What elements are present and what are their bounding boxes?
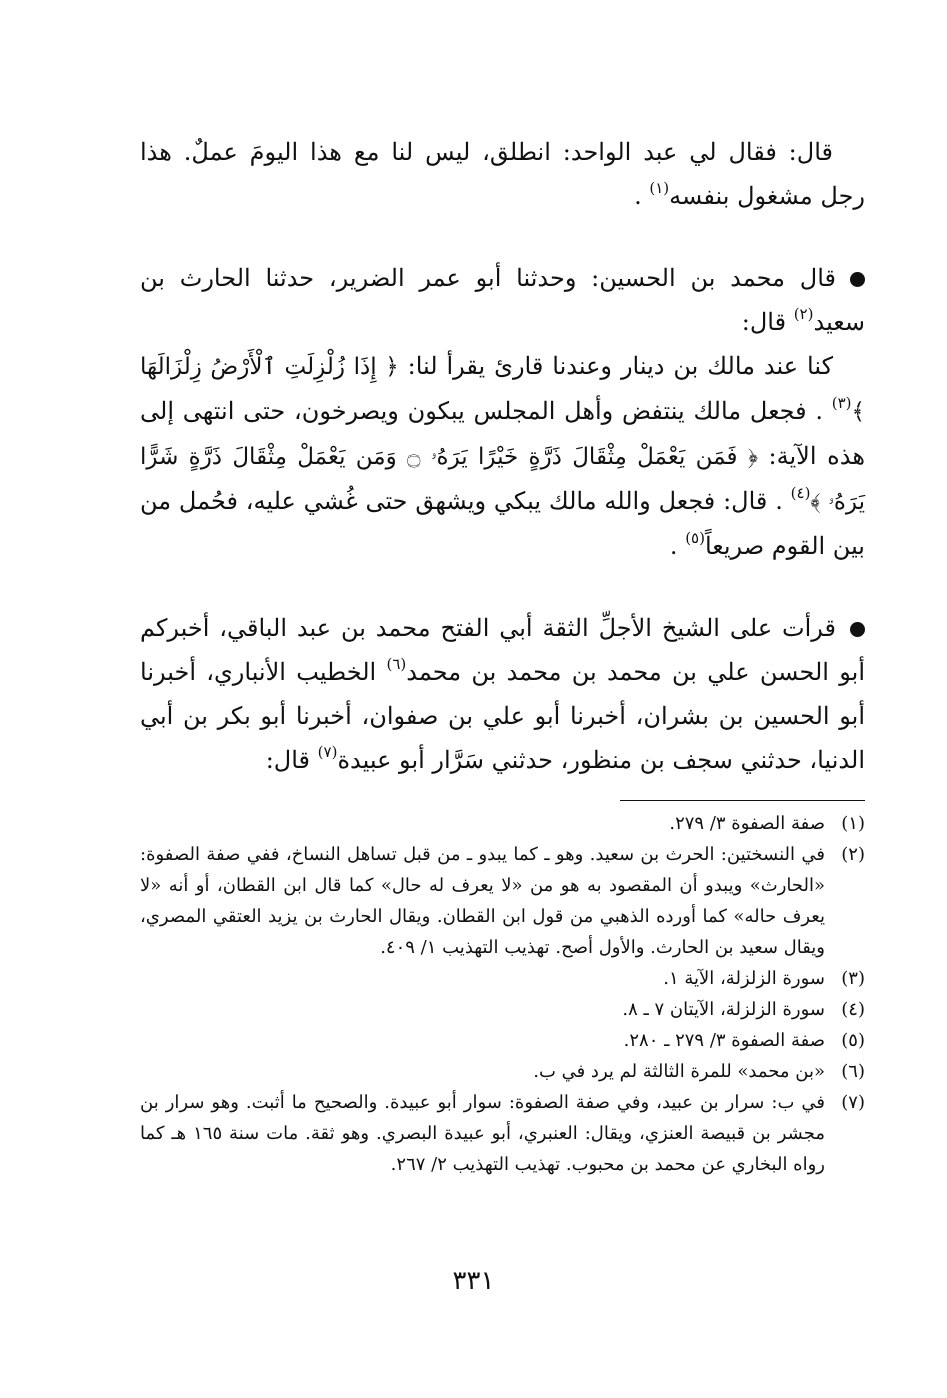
- footnote-text: سورة الزلزلة، الآية ١.: [663, 968, 825, 989]
- footnote-ref-7[interactable]: (٧): [317, 743, 338, 761]
- footnote-number: (٤): [841, 999, 865, 1020]
- footnote-ref-2[interactable]: (٢): [793, 305, 814, 323]
- paragraph-3-end: .: [669, 532, 686, 560]
- bullet-icon: [850, 272, 865, 287]
- paragraph-3: [140, 344, 865, 568]
- paragraph-3-text-a: كنا عند مالك بن دينار وعندنا قارئ يقرأ لنا:: [398, 352, 833, 380]
- footnote-text: صفة الصفوة ٣/ ٢٧٩.: [669, 813, 825, 834]
- footnote-ref-4[interactable]: (٤): [790, 484, 811, 502]
- paragraph-3-text-c: . قال: فجعل والله مالك يبكي ويشهق حتى غُشي عليه، فحُمل من بين القوم صريعاً: [140, 487, 865, 560]
- footnote-ref-5[interactable]: (٥): [685, 529, 705, 547]
- footnote-number: (٥): [841, 1030, 865, 1051]
- footnote-text: في النسختين: الحرث بن سعيد. وهو ـ كما يبدو ـ من قبل تساهل النساخ، ففي صفة الصفوة: «الحارث» ويبدو أن المقصود به هو من «لا يعرف له حال» كما قال ابن القطان، أو أنه «لا يعرف حاله» كما أورده الذهبي من قول ابن القطان. ويقال الحارث بن يزيد العتقي المصري، ويقال سعيد بن الحارث. والأول أصح. تهذيب التهذيب ١/ ٤٠٩.: [140, 844, 825, 958]
- paragraph-1: [140, 130, 865, 218]
- paragraph-4-text-a: قرأت على الشيخ الأجلِّ الثقة أبي الفتح محمد بن عبد الباقي، أخبركم أبو الحسن علي بن محمد بن محمد بن محمد: [140, 614, 865, 686]
- page-number: ٣٣١: [452, 1266, 495, 1296]
- footnote-3: [140, 963, 865, 994]
- footnote-ref-6[interactable]: (٦): [386, 655, 407, 673]
- footnote-text: «بن محمد» للمرة الثالثة لم يرد في ب.: [533, 1061, 825, 1082]
- paragraph-2-text: قال محمد بن الحسين: وحدثنا أبو عمر الضرير، حدثنا الحارث بن سعيد: [140, 264, 865, 336]
- footnote-4: [140, 994, 865, 1025]
- paragraph-3-text-b: . فجعل مالك ينتفض وأهل المجلس يبكون ويصرخون، حتى انتهى إلى هذه الآية:: [140, 397, 865, 470]
- paragraph-1-end: .: [634, 182, 650, 210]
- footnote-2: [140, 839, 865, 963]
- footnote-text: سورة الزلزلة، الآيتان ٧ ـ ٨.: [622, 999, 825, 1020]
- paragraph-4-text-b: الخطيب الأنباري، أخبرنا أبو الحسين بن بشران، أخبرنا أبو علي بن صفوان، أخبرنا أبو بكر بن أبي الدنيا، حدثني سجف بن منظور، حدثني سَرَّار أبو عبيدة: [140, 658, 865, 774]
- footnote-divider: [620, 800, 865, 801]
- footnote-1: [140, 808, 865, 839]
- paragraph-2: [140, 256, 865, 344]
- footnote-text: صفة الصفوة ٣/ ٢٧٩ ـ ٢٨٠.: [623, 1030, 825, 1051]
- footnote-number: (٧): [841, 1092, 865, 1113]
- paragraph-2-end: قال:: [741, 308, 794, 336]
- footnote-ref-1[interactable]: (١): [649, 179, 670, 197]
- footnote-number: (٦): [841, 1061, 865, 1082]
- bullet-icon: [850, 622, 865, 637]
- paragraph-4: [140, 606, 865, 782]
- quran-verse-1: ﴿ إِذَا زُلْزِلَتِ ٱلْأَرْضُ زِلْزَالَهَا ﴾: [140, 354, 865, 425]
- footnote-number: (٢): [841, 844, 865, 865]
- footnote-number: (٣): [841, 968, 865, 989]
- footnote-number: (١): [841, 813, 865, 834]
- footnote-5: [140, 1025, 865, 1056]
- paragraph-4-end: قال:: [265, 746, 318, 774]
- footnote-text: في ب: سرار بن عبيد، وفي صفة الصفوة: سوار أبو عبيدة. والصحيح ما أثبت. وهو سرار بن مجشر بن قبيصة العنزي، ويقال: العنبري، أبو عبيدة البصري. وهو ثقة. مات سنة ١٦٥ هـ كما رواه البخاري عن محمد بن محبوب. تهذيب التهذيب ٢/ ٢٦٧.: [140, 1092, 825, 1175]
- paragraph-1-text: قال: فقال لي عبد الواحد: انطلق، ليس لنا مع هذا اليومَ عملٌ. هذا رجل مشغول بنفسه: [140, 138, 865, 210]
- footnote-6: [140, 1056, 865, 1087]
- footnote-ref-3[interactable]: (٣): [831, 394, 852, 412]
- quran-verse-2: ﴿ فَمَن يَعْمَلْ مِثْقَالَ ذَرَّةٍ خَيْرًا يَرَهُۥ ۝ وَمَن يَعْمَلْ مِثْقَالَ ذَرَّةٍ شَرًّا يَرَهُۥ ﴾: [140, 444, 865, 515]
- footnotes: [140, 808, 865, 1180]
- footnote-7: [140, 1087, 865, 1180]
